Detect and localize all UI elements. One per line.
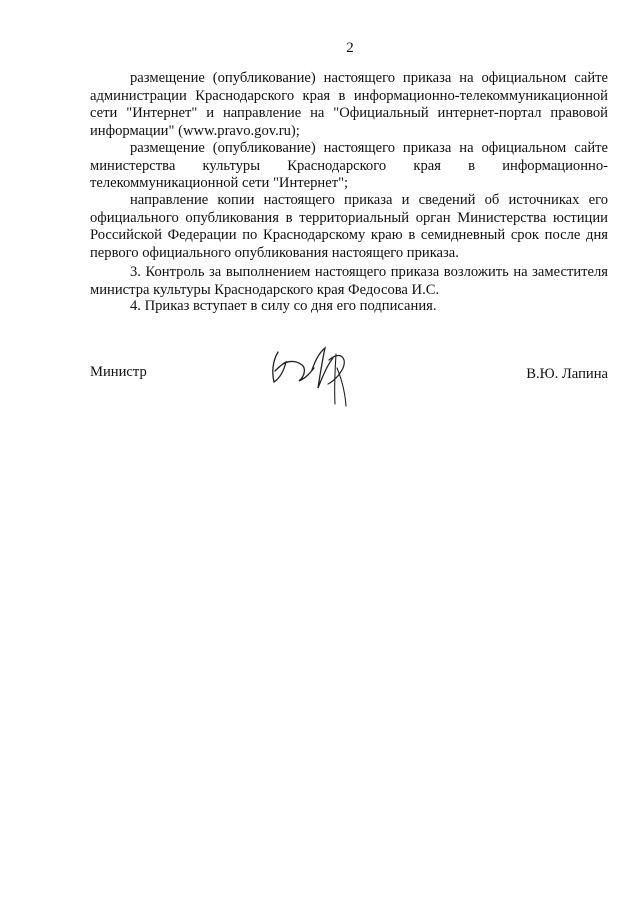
paragraph-effective-date: 4. Приказ вступает в силу со дня его подписания.: [130, 298, 437, 314]
page-number: 2: [346, 40, 354, 56]
handwritten-signature: [262, 334, 358, 410]
paragraph-publication-admin-site: размещение (опубликование) настоящего приказа на официальном сайте администрации Краснодарского края в информационно-телекоммуникационной сети "Интернет" и направление на "Официальный интернет-портал правовой информации" (www.pravo.gov.ru);: [90, 70, 608, 139]
paragraph-justice-copy: направление копии настоящего приказа и сведений об источниках его официального опубликования в территориальный орган Министерства юстиции Российской Федерации по Краснодарскому краю в семидневный срок после дня первого официального опубликования настоящего приказа.: [90, 192, 608, 261]
paragraph-publication-ministry-site: размещение (опубликование) настоящего приказа на официальном сайте министерства культуры Краснодарского края в информационно-телекоммуникационной сети "Интернет";: [90, 140, 608, 192]
minister-title: Министр: [90, 364, 147, 380]
paragraph-control: 3. Контроль за выполнением настоящего приказа возложить на заместителя министра культуры Краснодарского края Федосова И.С.: [90, 264, 608, 298]
minister-name: В.Ю. Лапина: [526, 366, 608, 382]
